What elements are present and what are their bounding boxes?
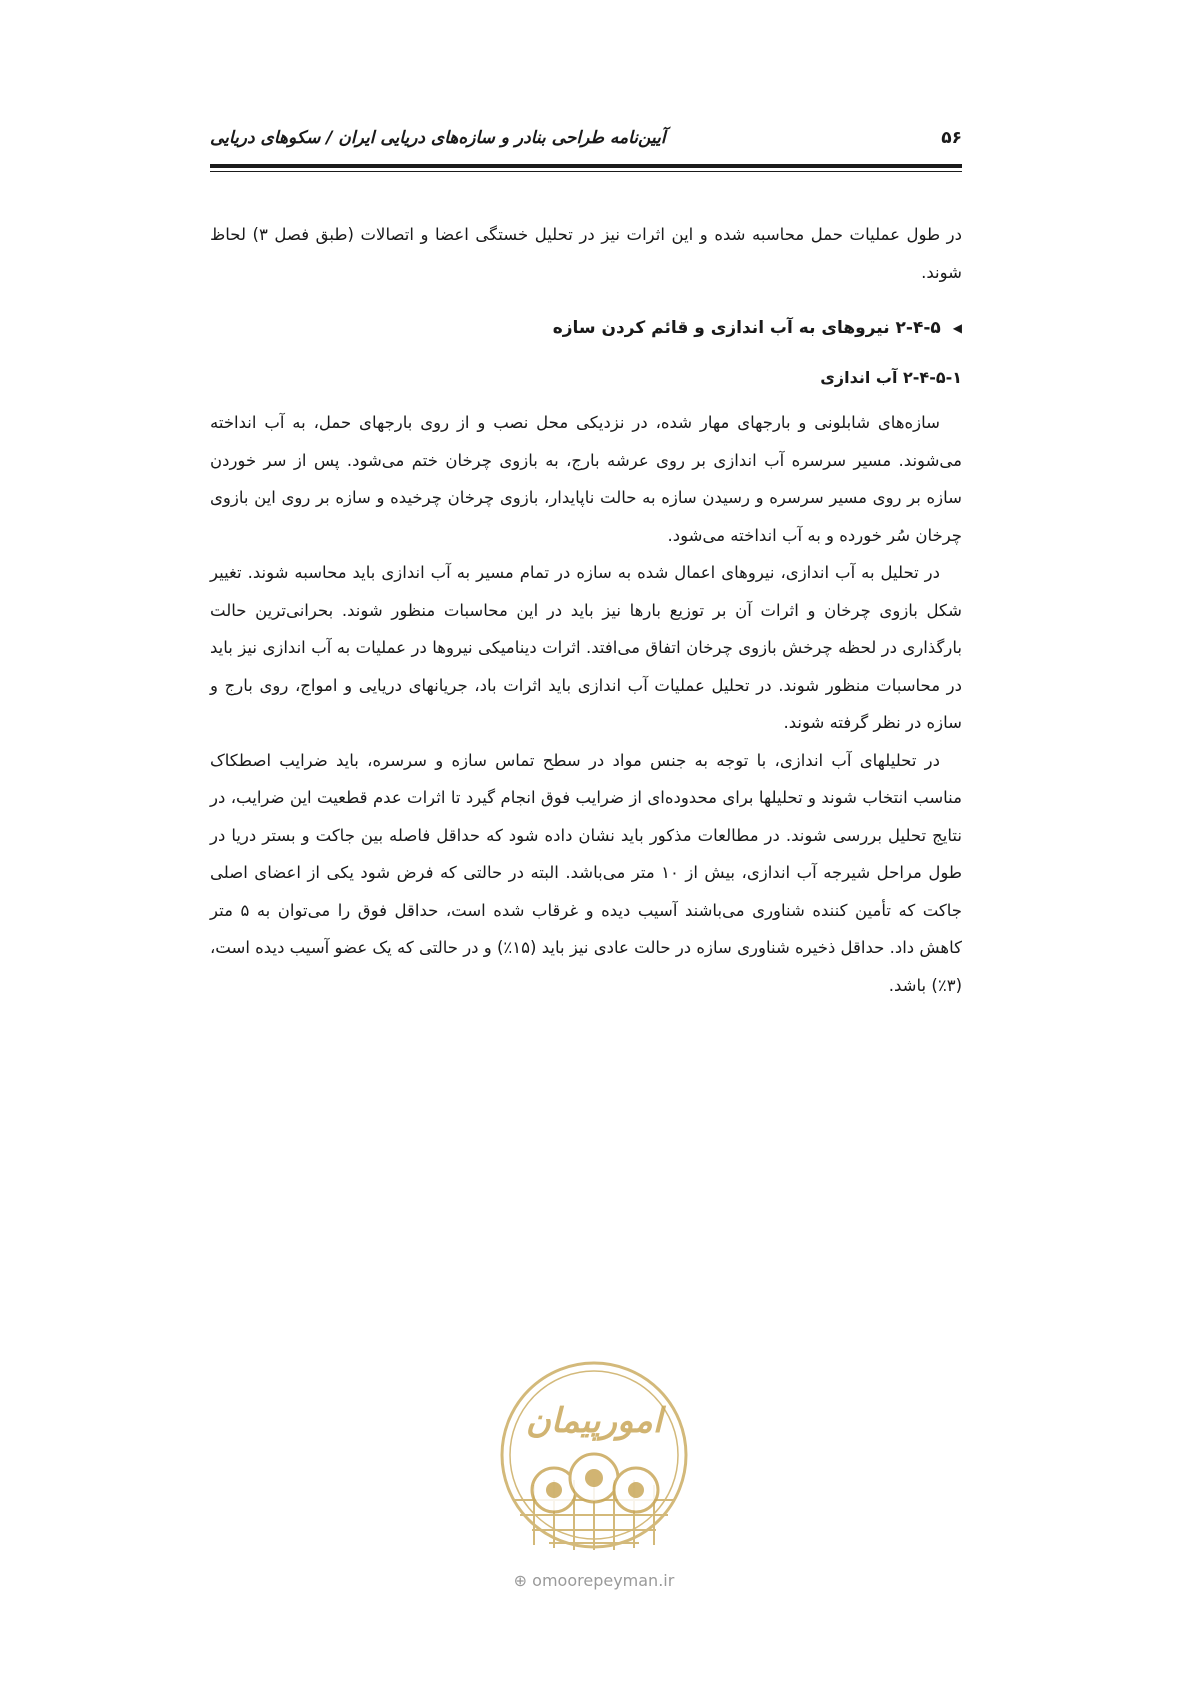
page-number: ۵۶ bbox=[941, 128, 962, 148]
body-paragraph: در تحلیلهای آب اندازی، با توجه به جنس مواد در سطح تماس سازه و سرسره، باید ضرایب اصطکاک مناسب انتخاب شوند و تحلیلها برای محدوده‌ای از ضرایب فوق انجام گیرد تا اثرات عدم قطعیت این ضرایب، در نتایج تحلیل بررسی شوند. در مطالعات مذکور باید نشان داده شود که حداقل فاصله بین جاکت و بستر دریا در طول مراحل شیرجه آب اندازی، بیش از ۱۰ متر می‌باشد. البته در حالتی که فرض شود یکی از اعضای اصلی جاکت که تأمین کننده شناوری می‌باشند آسیب دیده و غرقاب شده است، حداقل فوق را می‌توان به ۵ متر کاهش داد. حداقل ذخیره شناوری سازه در حالت عادی نیز باید (۱۵٪) و در حالتی که یک عضو آسیب دیده است، (۳٪) باشد. bbox=[209, 750, 962, 995]
triangle-left-icon: ◀ bbox=[952, 321, 962, 335]
watermark-seal-icon bbox=[494, 1360, 694, 1560]
body-paragraph: سازه‌های شابلونی و بارجهای مهار شده، در نزدیکی محل نصب و از روی بارجهای حمل، به آب انداخته می‌شوند. مسیر سرسره آب اندازی بر روی عرشه بارج، به بازوی چرخان ختم می‌شود. پس از سر خوردن سازه بر روی مسیر سرسره و رسیدن سازه به حالت ناپایدار، بازوی چرخان چرخیده و سازه بر روی این بازوی چرخان سُر خورده و به آب انداخته می‌شود. bbox=[210, 413, 962, 545]
globe-icon: ⊕ bbox=[513, 1571, 528, 1590]
page-header bbox=[210, 128, 962, 158]
svg-text:امورپیمان: امورپیمان bbox=[525, 1401, 663, 1441]
header-rule-thick bbox=[210, 164, 962, 168]
section-heading bbox=[210, 310, 962, 346]
body-paragraph: در تحلیل به آب اندازی، نیروهای اعمال شده به سازه در تمام مسیر به آب اندازی باید محاسبه شوند. تغییر شکل بازوی چرخان و اثرات آن بر توزیع بارها نیز باید در این محاسبات منظور شوند. بحرانی‌ترین حالت بارگذاری در لحظه چرخش بازوی چرخان اتفاق می‌افتد. اثرات دینامیکی نیروها در عملیات به آب اندازی نیز باید در محاسبات منظور شوند. در تحلیل عملیات آب اندازی باید اثرات باد، جریانهای دریایی و امواج، روی بارج و سازه در نظر گرفته شوند. bbox=[210, 563, 962, 732]
running-title: آیین‌نامه طراحی بنادر و سازه‌های دریایی ایران / سکوهای دریایی bbox=[210, 128, 666, 148]
watermark-url bbox=[494, 1571, 694, 1590]
header-rule-thin bbox=[210, 171, 962, 172]
main-content bbox=[210, 216, 962, 1004]
intro-paragraph: در طول عملیات حمل محاسبه شده و این اثرات نیز در تحلیل خستگی اعضا و اتصالات (طبق فصل ۳) لحاظ شوند. bbox=[210, 225, 962, 282]
section-title: ۲-۴-۵ نیروهای به آب اندازی و قائم کردن سازه bbox=[552, 318, 941, 338]
watermark-logo bbox=[494, 1360, 694, 1560]
subsection-heading: ۲-۴-۵-۱ آب اندازی bbox=[820, 368, 962, 387]
watermark-url-text: omoorepeyman.ir bbox=[532, 1571, 675, 1590]
